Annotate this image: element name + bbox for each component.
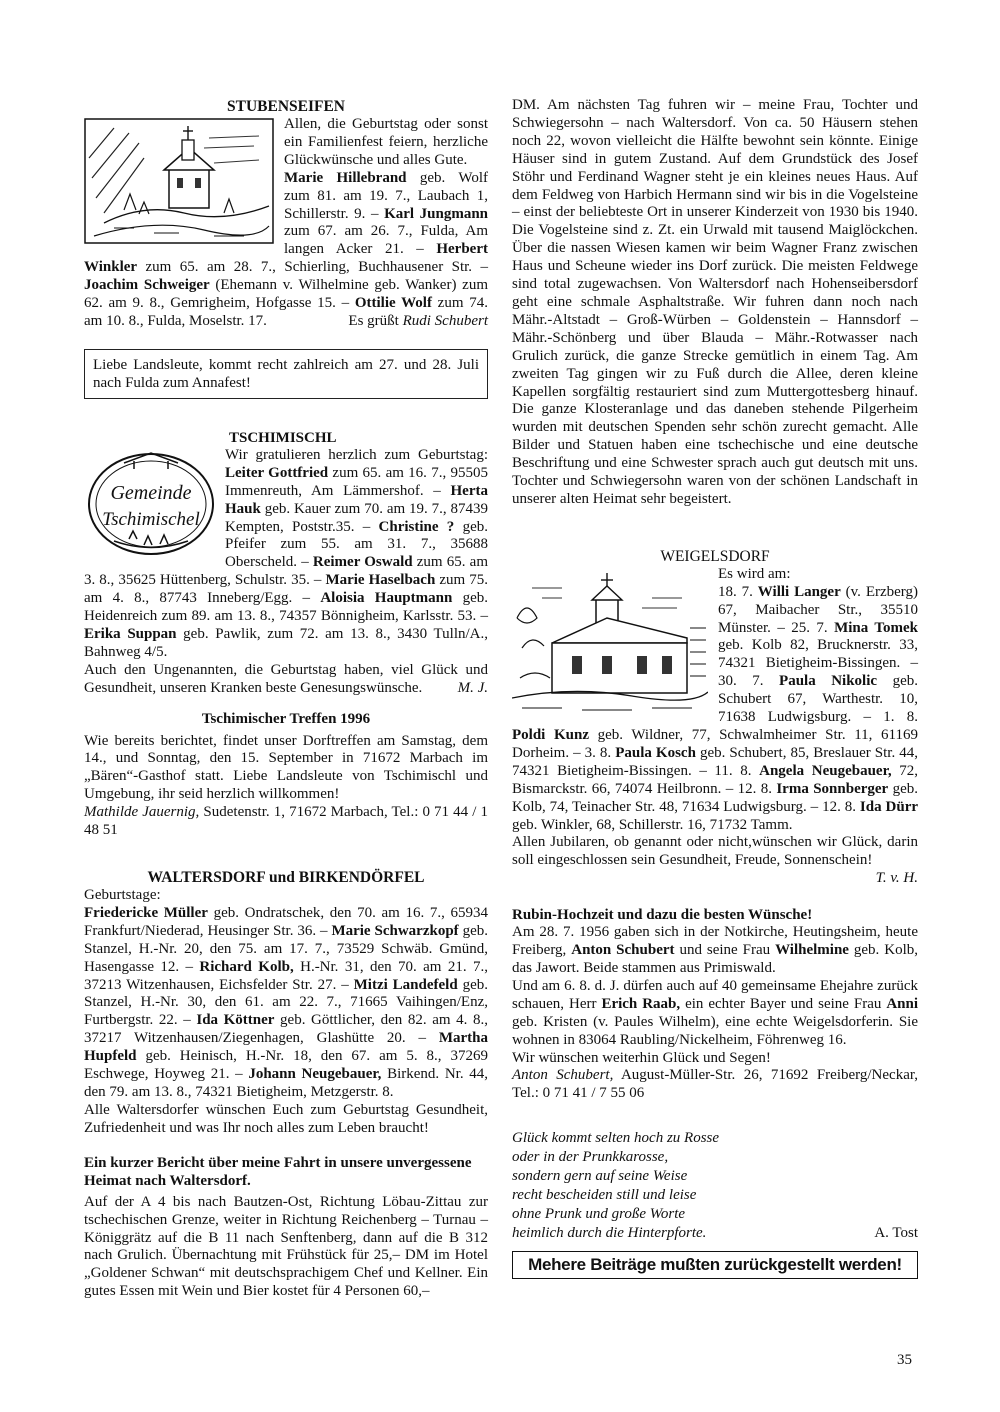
treffen-title: Tschimischer Treffen 1996 [201,710,371,727]
person-name: Erika Suppan [84,625,177,642]
person-name: Friedericke Müller [84,904,208,921]
stubenseifen-intro: Allen, die Geburtstag oder sonst ein Familienfest feiern, herzliche Glückwünsche und alles Gute. [284,116,488,168]
tschimischl-section: TSCHIMISCHL Gemeinde Tschimischel Wir gratulieren herzlich zum Geburtstag: Leiter Gottfried zum 65. am 16. 7., 95505 Immenreuth, Am Lämmershof. – Herta Hauk geb. Kauer zum 70. am 19. 7., 87439 Kempten, Poststr.35. – Christine ? geb. Pfeifer zum 55. am 31. 7., 35688 Oberscheld. – Reimer Oswald zum 65. am 3. 8., 35625 Hüttenberg, Schulstr. 35. – Marie Haselbach zum 75. am 4. 8., 87743 Inneberg/Egg. – Aloisia Hauptmann geb. Heidenreich zum 89. am 13. 8., 74357 Bönnigheim, Karlsstr. 53. – Erika Suppan geb. Pawlik, zum 72. am 13. 8., 3430 Tulln/A., Bahnweg 4/5. Auch den Ungenannten, die Geburtstag haben, viel Glück und Gesundheit, unseren Kranken beste Genesungswünsche. M. J. [84,429,489,696]
weigelsdorf-title: WEIGELSDORF [660,547,770,565]
bericht-section: Ein kurzer Bericht über meine Fahrt in unsere unvergessene Heimat nach Waltersdorf. Auf der A 4 bis nach Bautzen-Ost, Richtung Löbau-Zittau zur tschechischen Grenze, weiter in Richtung Reichenberg – Turnau – Königgrätz auf die B 11 nach Senftenberg, dann auf die B 312 nach Grulich. Übernachtung mit Frühstück für 25,– DM im Hotel „Goldener Schwan“ mit deutschsprachigem Chef und Kellner. Ein gutes Essen mit Wein und Bier kostet für 4 Personen 60,– [84,1154,488,1300]
person-name: Aloisia Hauptmann [320,590,453,607]
stubenseifen-title: STUBENSEIFEN [226,98,345,115]
person-name: Erich Raab, [601,995,681,1012]
initials: T. v. H. [875,870,918,887]
waltersdorf-section: WALTERSDORF und BIRKENDÖRFEL Geburtstage: Friedericke Müller geb. Ondratschek, den 70. am 16. 7., 65934 Frankfurt/Niederad, Heusinger Str. 36. – Marie Schwarzkopf geb. Stanzel, H.-Nr. 20, den 75. am 17. 7., 73529 Schwäb. Gmünd, Hasengasse 12. – Richard Kolb, H.-Nr. 31, den 70. am 21. 7., 37213 Witzenhausen, Eichsfelder Str. 27. – Mitzi Landefeld geb. Stanzel, H.-Nr. 30, den 61. am 22. 7., 71665 Vaihingen/Enz, Furtbergstr. 22. – Ida Köttner geb. Göttlicher, den 82. am 4. 8., 37217 Witzenhausen/Ziegenhagen, Glashütte 20. – Martha Hupfeld geb. Heinisch, H.-Nr. 18, den 67. am 5. 8., 37269 Eschwege, Hoyweg 21. – Johann Neugebauer, Birkend. Nr. 44, den 79. am 13. 8., 74321 Bietigheim, Metzgerstr. 8. Alle Waltersdorfer wünschen Euch zum Geburtstag Gesundheit, Zufriedenheit und was Ihr noch alles zum Leben braucht! [84,869,489,1136]
person-name: Leiter Gottfried [225,464,329,481]
person-name: Reimer Oswald [312,554,413,571]
tschimischl-stamp-image [84,449,219,559]
poem-line: ohne Prunk und große Worte [512,1206,686,1223]
poem-author: A. Tost [874,1225,918,1242]
person-name: Joachim Schweiger [84,277,210,294]
person-name: Richard Kolb, [199,958,294,975]
poem-line: Glück kommt selten hoch zu Rosse [512,1130,720,1147]
person-name: Ida Köttner [196,1012,275,1029]
rubin-title: Rubin-Hochzeit und dazu die besten Wünsche! [512,907,813,924]
stamp-text-1: Gemeinde [110,481,192,504]
person-name: Karl Jungmann [384,205,488,222]
person-name: Paula Nikolic [779,673,878,690]
poem-line: oder in der Prunkkarosse, [512,1149,669,1166]
poem-line: heimlich durch die Hinterpforte. [512,1225,707,1242]
person-name: Marie Hillebrand [284,169,407,186]
person-name: Irma Sonnberger [776,780,889,797]
person-name: Herbert Winkler [84,241,488,276]
person-name: Mitzi Landefeld [353,976,458,993]
person-name: Poldi Kunz [512,727,589,743]
person-name: Ida Dürr [859,798,919,815]
weigelsdorf-church-image [512,568,708,718]
deferred-contributions-banner: Mehere Beiträge mußten zurückgestellt werden! [512,1251,918,1279]
rubin-section: Rubin-Hochzeit und dazu die besten Wünsche! Am 28. 7. 1956 gaben sich in der Notkirche, Heutingsheim, heute Freiberg, Anton Schubert und seine Frau Wilhelmine geb. Kolb, das Jawort. Beide stammen aus Primiswald. Und am 6. 8. d. J. dürfen auch auf 40 gemeinsame Ehejahre zurück schauen, Herr Erich Raab, ein echter Bayer und seine Frau Anni geb. Kristen (v. Paules Wilhelm), eine echte Weigelsdorferin. Sie wohnen in 83064 Raubling/Nickelheim, Föhrenweg 16. Wir wünschen weiterhin Glück und Segen! Anton Schubert, August-Müller-Str. 26, 71692 Freiberg/Neckar, Tel.: 0 71 41 / 7 55 06 [512,907,919,1102]
bericht-title: Ein kurzer Bericht über meine Fahrt in unsere unvergessene Heimat nach Waltersdorf. [84,1154,472,1189]
person-name: Martha Hupfeld [84,1030,488,1065]
person-name: Johann Neugebauer, [248,1066,382,1083]
stubenseifen-church-image [84,118,274,244]
tschimischl-title: TSCHIMISCHL [229,429,337,446]
page-number: 35 [897,1352,912,1368]
person-name: Christine ? [378,518,455,535]
signature: Rudi Schubert [402,312,488,329]
person-name: Marie Schwarzkopf [331,922,459,939]
person-name: Willi Langer [757,583,841,600]
poem-line: recht bescheiden still und leise [512,1187,697,1204]
initials: M. J. [457,679,488,696]
author: Anton Schubert, [512,1067,614,1084]
treffen-section: Tschimischer Treffen 1996 Wie bereits berichtet, findet unser Dorftreffen am Samstag, dem 14., und Sonntag, den 15. September in 71672 Marbach im „Bären“-Gasthof statt. Liebe Landsleute von Tschimischl und Umgebung, ihr seid herzlich willkommen! Mathilde Jauernig, Sudetenstr. 1, 71672 Marbach, Tel.: 0 71 44 / 1 48 51 [84,710,488,839]
person-name: Ottilie Wolf [354,295,432,312]
waltersdorf-title: WALTERSDORF und BIRKENDÖRFEL [147,869,425,886]
right-column [512,97,918,1279]
person-name: Anton Schubert [571,942,675,959]
left-column [84,97,488,1301]
author: Mathilde Jauernig, [84,804,200,821]
person-name: Herta Hauk [225,482,488,517]
stubenseifen-section: STUBENSEIFEN Allen, die Geburtstag oder sonst ein Familienfest feiern, herzliche Glückwünsche und alles Gute. Marie Hillebrand geb. Wolf zum 81. am 19. 7., Laubach 1, Schillerstr. 9. – Karl Jungmann zum 67. am 26. 7., Fulda, Am langen Acker 21. – Herbert Winkler zum 65. am 28. 7., Schierling, Buchhausener Str. – Joachim Schweiger (Ehemann v. Wilhelmine geb. Wanker) zum 62. am 9. 8., Gemrigheim, Hofgasse 15. – Ottilie Wolf zum 74. am 10. 8., Fulda, Moselstr. 17. Es grüßt Rudi Schubert [84,98,488,329]
person-name: Wilhelmine [775,942,849,959]
weigelsdorf-section: WEIGELSDORF Es wird am: 18. 7. Willi Langer (v. Erzberg) 67, Maibacher Str., 35510 Münster. – 25. 7. Mina Tomek geb. Kolb 82, Brucknerstr. 33, 74321 Bietigheim-Bissingen. – 30. 7. Paula Nikolic geb. Schubert 67, Warthestr. 10, 71638 Ludwigsburg. – 1. 8. Poldi Kunz geb. Wildner, 77, Schwalmheimer Str. 11, 61169 Dorheim. – 3. 8. Paula Kosch geb. Schubert, 85, Breslauer Str. 44, 74321 Bietigheim-Bissingen. – 11. 8. Angela Neugebauer, 72, Bismarckstr. 66, 74074 Heilbronn. – 12. 8. Irma Sonnberger geb. Kolb, 74, Teinacher Str. 48, 71634 Ludwigsburg. – 12. 8. Ida Dürr geb. Winkler, 68, Schillerstr. 16, 71732 Tamm. Allen Jubilaren, ob genannt oder nicht,wünschen wir Glück, darin soll eingeschlossen sein Gesundheit, Freude, Sonnenschein! T. v. H. [512,547,919,887]
poem-section [512,1129,918,1243]
person-name: Paula Kosch [615,744,696,761]
bericht-continued: DM. Am nächsten Tag fuhren wir – meine Frau, Tochter und Schwiegersohn – nach Waltersdorf. Von ca. 50 Häusern stehen noch 22, wovon vielleicht die Hälfte bewohnt sein könnte. Einige Häuser sind in gutem Zustand. Auf dem Grundstück des Josef Stöhr und Ferdinand Wagner steht je ein kleines neues Haus. Auf dem Feldweg von Harbich Hermann sind wir bis in die Vogelsteine – einst der beliebteste Ort in unserer Kinderzeit von 1930 bis 1940. Die Vogelsteine sind z. Zt. ein Urwald mit tausend Maiglöckchen. Über die nassen Wiesen kamen wir beim Wagner Franz zwischen Haus und Scheune wieder ins Dorf zurück. Die meisten Feldwege sind total zugewachsen. Von Waltersdorf nach Hohenseibersdorf geht eine schmale Asphaltstraße. Wir fuhren dann noch nach Mähr.-Altstadt – Groß-Würben – Goldenstein – Hannsdorf – Mähr.-Schönberg und über Blauda – Mähr.-Rotwasser nach Grulich zurück, die ganze Strecke gemütlich in einem Tag. Am zweiten Tag gingen wir zu Fuß durch die Allee, deren kleine Kapellen sorgfältig restauriert sind zum Muttergottesberg hinauf. Die ganze Klosteranlage und das daneben stehende Pilgerheim wurden mit deutschen Spenden sehr schön zurecht gemacht. Alle Bilder und Statuen haben eine tschechische und eine deutsche Beschriftung und eine Schwester sprach auch gut deutsch mit uns. Tochter und Schwiegersohn waren von der schönen Landschaft in unserer alten Heimat sehr begeistert. [512,97,918,507]
person-name: Mina Tomek [834,619,918,636]
stamp-text-2: Tschimischel [102,508,200,530]
annafest-notice: Liebe Landsleute, kommt recht zahlreich am 27. und 28. Juli nach Fulda zum Annafest! [84,349,488,399]
person-name: Angela Neugebauer, [759,762,892,779]
person-name: Anni [886,995,919,1012]
poem-line: sondern gern auf seine Weise [512,1168,688,1185]
person-name: Marie Haselbach [325,572,436,589]
